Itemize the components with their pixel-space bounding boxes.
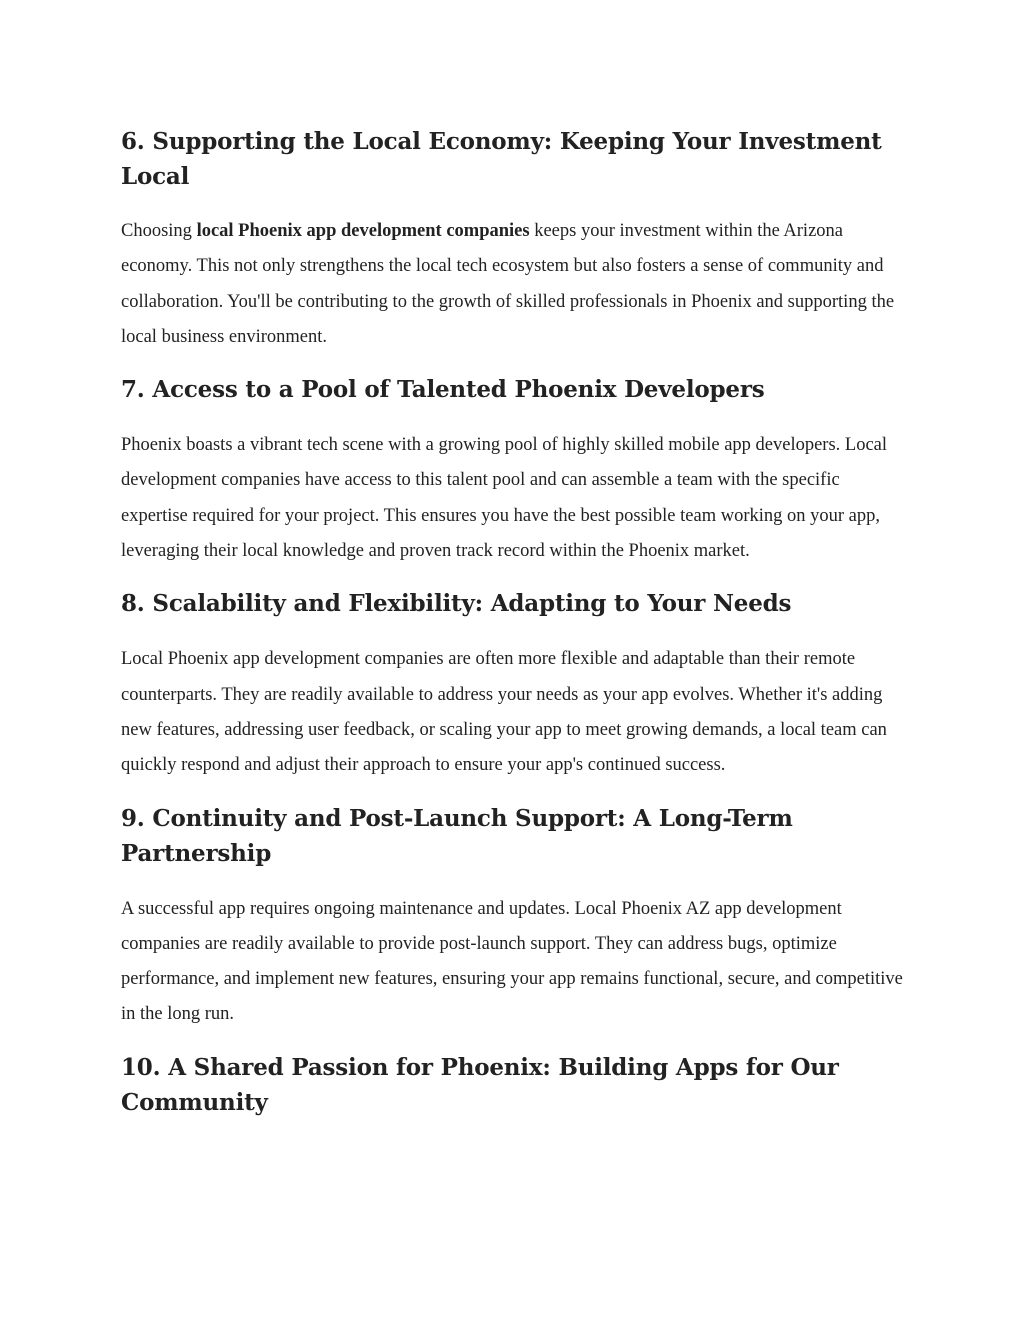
section-8-paragraph: Local Phoenix app development companies are often more flexible and adaptable than their remote counterparts. They are readily available to address your needs as your app evolves. Whether it's adding new features, addressing user feedback, or scaling your app to meet growing demands, a local team can quickly respond and adjust their approach to ensure your app's continued success. bbox=[121, 649, 887, 776]
section-6-heading: 6. Supporting the Local Economy: Keeping Your Investment Local bbox=[121, 128, 882, 190]
section-10-heading: 10. A Shared Passion for Phoenix: Building Apps for Our Community bbox=[121, 1053, 839, 1116]
section-6-paragraph-bold: local Phoenix app development companies bbox=[196, 221, 530, 241]
section-9-heading: 9. Continuity and Post-Launch Support: A Long-Term Partnership bbox=[121, 804, 793, 867]
section-6-paragraph-prefix: Choosing bbox=[121, 221, 197, 241]
section-7-heading: 7. Access to a Pool of Talented Phoenix Developers bbox=[121, 376, 765, 404]
section-9-paragraph: A successful app requires ongoing maintenance and updates. Local Phoenix AZ app development companies are readily available to provide post-launch support. They can address bugs, optimize performance, and implement new features, ensuring your app remains functional, secure, and competitive in the long run. bbox=[121, 898, 903, 1025]
document-page bbox=[121, 124, 911, 1120]
section-8-heading: 8. Scalability and Flexibility: Adapting to Your Needs bbox=[121, 590, 792, 618]
section-6-paragraph-suffix: keeps your investment within the Arizona economy. This not only strengthens the local tech ecosystem but also fosters a sense of community and collaboration. You'll be contributing to the growth of skilled professionals in Phoenix and supporting the local business environment. bbox=[121, 221, 895, 347]
section-6-paragraph bbox=[121, 214, 911, 355]
section-7-paragraph: Phoenix boasts a vibrant tech scene with a growing pool of highly skilled mobile app developers. Local development companies have access to this talent pool and can assemble a team with the specific expertise required for your project. This ensures you have the best possible team working on your app, leveraging their local knowledge and proven track record within the Phoenix market. bbox=[121, 435, 888, 562]
